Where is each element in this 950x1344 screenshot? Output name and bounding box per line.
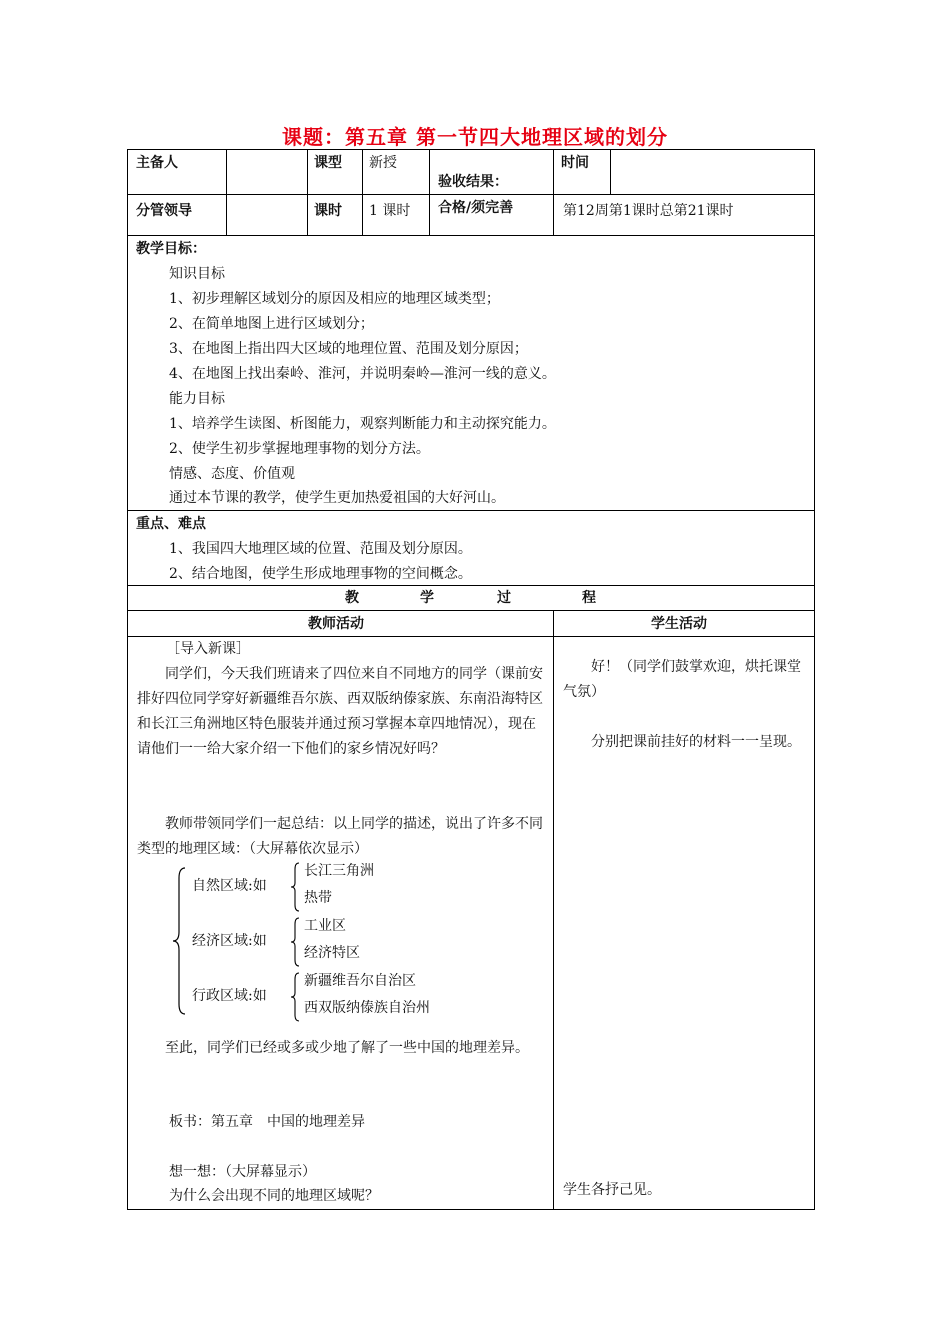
inner-brace	[289, 916, 301, 968]
inner-brace	[289, 861, 301, 913]
schedule-text: 第12周第1课时总第21课时	[563, 203, 734, 219]
row-divider	[127, 194, 815, 195]
check-result-value: 合格/须完善	[438, 200, 514, 216]
col-divider	[553, 610, 554, 1210]
objectives-heading: 教学目标：	[136, 241, 206, 257]
region-example: 新疆维吾尔自治区	[304, 973, 416, 989]
teacher-paragraph: 教师带领同学们一起总结：以上同学的描述，说出了许多不同类型的地理区域：（大屏幕依次显示）	[137, 816, 543, 857]
row-divider	[127, 510, 815, 511]
ability-heading: 能力目标	[169, 391, 225, 407]
ability-item: 1、培养学生读图、析图能力，观察判断能力和主动探究能力。	[169, 416, 556, 432]
region-example: 西双版纳傣族自治州	[304, 1000, 430, 1016]
student-activity-text: 学生各抒己见。	[563, 1182, 661, 1198]
row-divider	[127, 610, 815, 611]
student-activity-text: 好！（同学们鼓掌欢迎，烘托课堂气氛）	[563, 659, 801, 700]
key-point-item: 2、结合地图，使学生形成地理事物的空间概念。	[169, 566, 472, 582]
process-heading-char: 程	[582, 590, 596, 606]
hours-value: 1 课时	[369, 203, 411, 219]
region-example: 工业区	[304, 918, 346, 934]
ability-item: 2、使学生初步掌握地理事物的划分方法。	[169, 441, 430, 457]
row-divider	[127, 235, 815, 236]
process-heading-char: 学	[420, 590, 434, 606]
key-point-item: 1、我国四大地理区域的位置、范围及划分原因。	[169, 541, 472, 557]
key-points-heading: 重点、难点	[136, 516, 206, 532]
col-divider	[429, 149, 430, 235]
col-divider	[226, 149, 227, 235]
teacher-activity-heading: 教师活动	[308, 616, 364, 632]
time-label: 时间	[561, 155, 589, 171]
knowledge-item: 3、在地图上指出四大区域的地理位置、范围及划分原因；	[169, 341, 528, 357]
emotion-heading: 情感、态度、价值观	[169, 466, 295, 482]
inner-brace	[289, 971, 301, 1023]
region-example: 热带	[304, 890, 332, 906]
col-divider	[307, 149, 308, 235]
student-activity-heading: 学生活动	[651, 616, 707, 632]
col-divider	[610, 149, 611, 195]
region-label: 自然区域:如	[192, 878, 267, 894]
process-heading-char: 教	[345, 590, 359, 606]
region-label: 行政区域:如	[192, 988, 267, 1004]
student-activity-text: 分别把课前挂好的材料一一呈现。	[591, 734, 801, 750]
hours-label: 课时	[314, 203, 342, 219]
lesson-type-label: 课型	[314, 155, 342, 171]
lesson-type-value: 新授	[369, 155, 397, 171]
intro-label: ［导入新课］	[166, 641, 250, 657]
region-label: 经济区域:如	[192, 933, 267, 949]
leader-label: 分管领导	[136, 203, 192, 219]
think-prompt: 想一想：（大屏幕显示）	[169, 1164, 316, 1180]
knowledge-item: 4、在地图上找出秦岭、淮河，并说明秦岭—淮河一线的意义。	[169, 366, 556, 382]
teacher-paragraph: 至此，同学们已经或多或少地了解了一些中国的地理差异。	[165, 1040, 529, 1056]
region-example: 经济特区	[304, 945, 360, 961]
emotion-text: 通过本节课的教学，使学生更加热爱祖国的大好河山。	[169, 490, 505, 506]
check-result-label: 验收结果：	[438, 174, 508, 190]
process-heading-char: 过	[497, 590, 511, 606]
col-divider	[362, 149, 363, 235]
knowledge-heading: 知识目标	[169, 266, 225, 282]
board-writing: 板书：第五章 中国的地理差异	[169, 1114, 365, 1130]
region-example: 长江三角洲	[304, 863, 374, 879]
outer-brace	[171, 866, 187, 1016]
page-title: 课题：第五章 第一节四大地理区域的划分	[282, 125, 668, 149]
teacher-paragraph: 同学们，今天我们班请来了四位来自不同地方的同学（课前安排好四位同学穿好新疆维吾尔族、西双版纳傣家族、东南沿海特区和长江三角洲地区特色服装并通过预习掌握本章四地情况），现在请他们一一给大家介绍一下他们的家乡情况好吗？	[137, 666, 543, 757]
preparer-label: 主备人	[136, 155, 178, 171]
knowledge-item: 2、在简单地图上进行区域划分；	[169, 316, 374, 332]
knowledge-item: 1、初步理解区域划分的原因及相应的地理区域类型；	[169, 291, 500, 307]
col-divider	[553, 149, 554, 235]
think-question: 为什么会出现不同的地理区域呢？	[169, 1188, 379, 1204]
